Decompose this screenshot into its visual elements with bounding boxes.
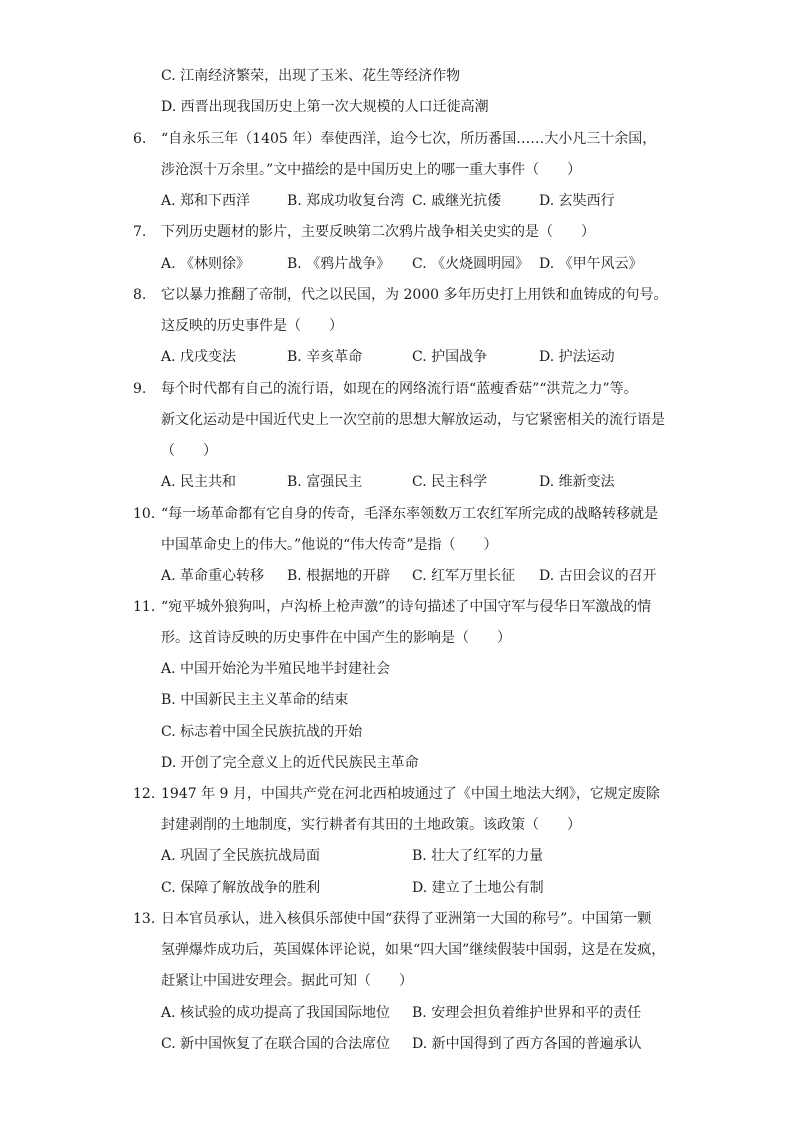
option-c: C. 新中国恢复了在联合国的合法席位 <box>161 1036 391 1052</box>
q5-option-c: C. 江南经济繁荣，出现了玉米、花生等经济作物 <box>161 68 461 84</box>
question-stem: 它以暴力推翻了帝制，代之以民国，为 2000 多年历史打上用铁和血铸成的句号。 <box>161 287 668 303</box>
option-a: A. 郑和下西洋 <box>161 193 251 209</box>
question-stem: 下列历史题材的影片，主要反映第二次鸦片战争相关史实的是（ ） <box>161 224 595 240</box>
option-c: C. 红军万里长征 <box>412 568 516 584</box>
option-d: D. 护法运动 <box>539 349 615 365</box>
option-a: A. 民主共和 <box>161 474 237 490</box>
option-b: B. 郑成功收复台湾 <box>287 193 405 209</box>
option-a: A. 《林则徐》 <box>161 256 251 272</box>
option-a: A. 中国开始沦为半殖民地半封建社会 <box>161 661 391 677</box>
option-c: C. 标志着中国全民族抗战的开始 <box>161 724 363 740</box>
option-b: B. 中国新民主主义革命的结束 <box>161 692 349 708</box>
question-stem: 这反映的历史事件是（ ） <box>161 318 343 334</box>
question-number: 12. <box>133 786 156 802</box>
question-stem: 每个时代都有自己的流行语，如现在的网络流行语“蓝瘦香菇”“洪荒之力”等。 <box>161 381 638 397</box>
question-stem: “每一场革命都有它自身的传奇，毛泽东率领数万工农红军所完成的战略转移就是 <box>161 506 659 522</box>
option-c: C. 《火烧圆明园》 <box>412 256 530 272</box>
option-d: D. 维新变法 <box>539 474 615 490</box>
option-d: D. 古田会议的召开 <box>539 568 657 584</box>
question-stem: 日本官员承认，进入核俱乐部使中国“获得了亚洲第一大国的称号”。中国第一颗 <box>161 911 652 927</box>
question-stem: 中国革命史上的伟大。”他说的“伟大传奇”是指（ ） <box>161 537 498 553</box>
option-d: D. 《甲午风云》 <box>539 256 643 272</box>
question-number: 13. <box>133 911 156 927</box>
question-stem: 赶紧让中国进安理会。据此可知（ ） <box>161 973 413 989</box>
option-b: B. 安理会担负着维护世界和平的责任 <box>412 1005 642 1021</box>
question-number: 8. <box>133 287 147 303</box>
option-a: A. 巩固了全民族抗战局面 <box>161 848 321 864</box>
option-b: B. 辛亥革命 <box>287 349 363 365</box>
question-stem: （ ） <box>161 443 217 459</box>
question-stem: 封建剥削的土地制度，实行耕者有其田的土地政策。该政策（ ） <box>161 817 581 833</box>
question-stem: “宛平城外狼狗叫，卢沟桥上枪声激”的诗句描述了中国守军与侵华日军激战的情 <box>161 599 652 615</box>
option-d: D. 新中国得到了西方各国的普遍承认 <box>412 1036 642 1052</box>
question-stem: 涉沧溟十万余里。”文中描绘的是中国历史上的哪一重大事件（ ） <box>161 162 582 178</box>
option-b: B. 壮大了红军的力量 <box>412 848 544 864</box>
option-b: B. 根据地的开辟 <box>287 568 391 584</box>
option-a: A. 核试验的成功提高了我国国际地位 <box>161 1005 391 1021</box>
question-number: 10. <box>133 506 156 522</box>
question-number: 11. <box>133 599 156 615</box>
option-c: C. 护国战争 <box>412 349 488 365</box>
question-stem: 新文化运动是中国近代史上一次空前的思想大解放运动，与它紧密相关的流行语是 <box>161 412 665 428</box>
option-b: B. 富强民主 <box>287 474 363 490</box>
option-c: C. 戚继光抗倭 <box>412 193 502 209</box>
question-number: 7. <box>133 224 147 240</box>
question-stem: 1947 年 9 月，中国共产党在河北西柏坡通过了《中国土地法大纲》，它规定废除 <box>161 786 660 802</box>
option-d: D. 建立了土地公有制 <box>412 880 544 896</box>
option-a: A. 戊戌变法 <box>161 349 237 365</box>
q5-option-d: D. 西晋出现我国历史上第一次大规模的人口迁徙高潮 <box>161 99 489 115</box>
option-d: D. 玄奘西行 <box>539 193 615 209</box>
question-stem: “自永乐三年（1405 年）奉使西洋，迨今七次，所历番国……大小凡三十余国， <box>161 131 657 147</box>
question-stem: 形。这首诗反映的历史事件在中国产生的影响是（ ） <box>161 630 511 646</box>
option-d: D. 开创了完全意义上的近代民族民主革命 <box>161 755 419 771</box>
option-c: C. 民主科学 <box>412 474 488 490</box>
option-c: C. 保障了解放战争的胜利 <box>161 880 321 896</box>
option-b: B. 《鸦片战争》 <box>287 256 391 272</box>
question-stem: 氢弹爆炸成功后，英国媒体评论说，如果“四大国”继续假装中国弱，这是在发疯， <box>161 942 666 958</box>
option-a: A. 革命重心转移 <box>161 568 265 584</box>
question-number: 6. <box>133 131 147 147</box>
question-number: 9. <box>133 381 147 397</box>
